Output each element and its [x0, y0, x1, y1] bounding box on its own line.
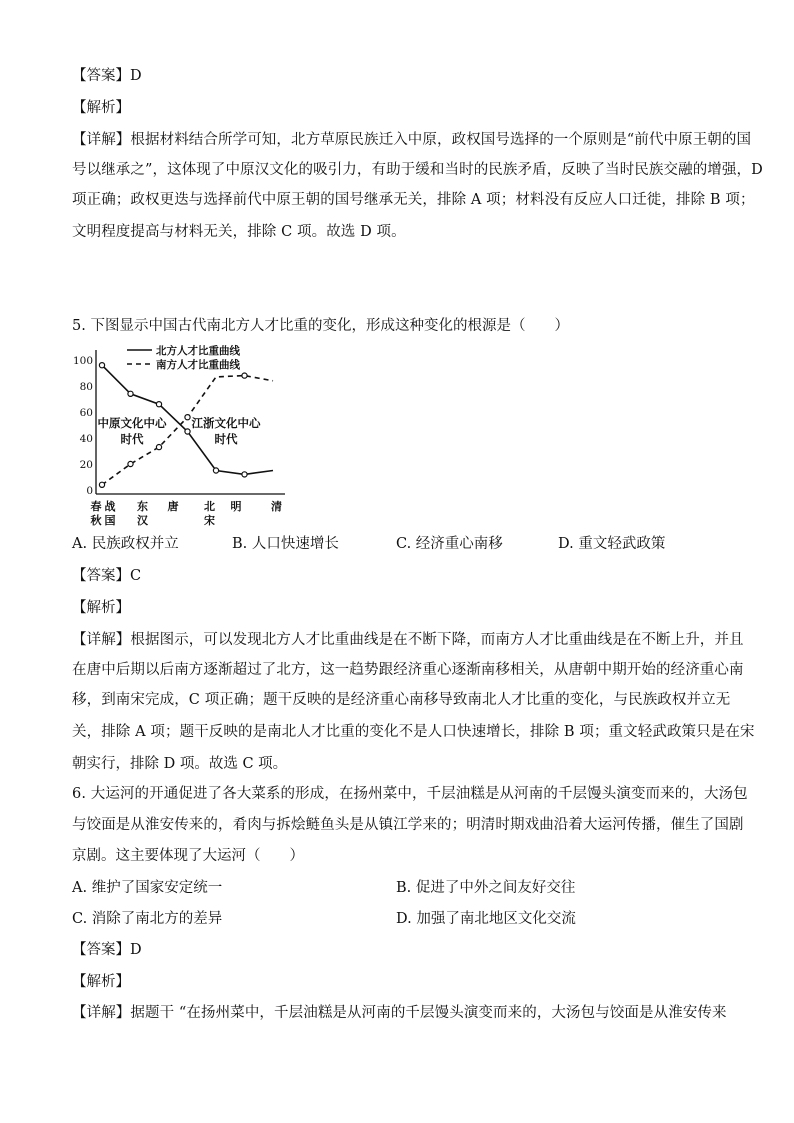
north-data-point	[156, 402, 161, 407]
q5-answer: 【答案】C	[72, 568, 142, 584]
q6-stem-line-1: 6. 大运河的开通促进了各大菜系的形成，在扬州菜中，千层油糕是从河南的千层馒头演变而来的，大汤包	[72, 786, 748, 802]
x-tick-label: 清	[271, 500, 282, 513]
north-data-point	[242, 472, 247, 477]
x-tick-label: 北	[204, 500, 215, 513]
q5-detail-line-2: 在唐中后期以后南方逐渐超过了北方，这一趋势跟经济重心逐渐南移相关，从唐朝中期开始的经济重心南	[72, 662, 744, 678]
q5-detail-line-4: 关，排除 A 项；题干反映的是南北人才比重的变化不是人口快速增长，排除 B 项；重文轻武政策只是在宋	[72, 724, 755, 740]
q6-stem-line-2: 与饺面是从淮安传来的，肴肉与拆烩鲢鱼头是从镇江学来的；明清时期戏曲沿着大运河传播，催生了国剧	[72, 817, 744, 833]
q4-answer: 【答案】D	[72, 68, 142, 84]
south-data-point	[156, 445, 161, 450]
q4-detail-line-1: 【详解】根据材料结合所学可知，北方草原民族迁入中原，政权国号选择的一个原则是“前代中原王朝的国	[72, 132, 752, 148]
q4-detail-line-2: 号以继承之”，这体现了中原汉文化的吸引力，有助于缓和当时的民族矛盾，反映了当时民族交融的增强，D	[72, 162, 763, 178]
y-tick-label: 0	[86, 485, 93, 497]
q5-analysis-label: 【解析】	[72, 600, 130, 616]
x-tick-label: 宋	[204, 514, 215, 526]
q6-analysis-label: 【解析】	[72, 974, 130, 990]
annotation-jiangzhe-line1: 江浙文化中心	[191, 416, 261, 430]
legend-north-label: 北方人才比重曲线	[156, 345, 240, 357]
x-tick-label: 东	[137, 500, 148, 513]
q6-answer: 【答案】D	[72, 942, 142, 958]
q5-detail-line-3: 移，到南宋完成，C 项正确；题干反映的是经济重心南移导致南北人才比重的变化，与民族政权并立无	[72, 692, 731, 708]
x-tick-label: 唐	[167, 500, 179, 513]
annotation-central-plains-line1: 中原文化中心	[97, 416, 167, 430]
south-data-point	[242, 373, 247, 378]
q5-stem: 5. 下图显示中国古代南北方人才比重的变化，形成这种变化的根源是（ ）	[72, 318, 569, 334]
x-tick-label: 春	[90, 500, 102, 513]
q6-option-c[interactable]: C. 消除了南北方的差异	[72, 911, 223, 927]
q6-stem-line-3: 京剧。这主要体现了大运河（ ）	[72, 848, 304, 864]
q5-option-d[interactable]: D. 重文轻武政策	[558, 536, 666, 552]
q5-option-b[interactable]: B. 人口快速增长	[232, 536, 339, 552]
x-tick-label: 国	[104, 514, 116, 526]
x-tick-label: 汉	[137, 514, 148, 526]
q4-analysis-label: 【解析】	[72, 100, 130, 116]
north-data-point	[128, 391, 133, 396]
x-tick-label: 战	[104, 500, 116, 513]
y-tick-label: 20	[79, 459, 93, 471]
q5-detail-line-5: 朝实行，排除 D 项。故选 C 项。	[72, 756, 288, 772]
x-tick-label: 秋	[90, 514, 102, 526]
north-data-point	[99, 363, 104, 368]
q5-option-a[interactable]: A. 民族政权并立	[72, 536, 179, 552]
north-data-point	[185, 429, 190, 434]
q6-detail-line-1: 【详解】据题干 “在扬州菜中，千层油糕是从河南的千层馒头演变而来的，大汤包与饺面是从淮安传来	[72, 1005, 727, 1021]
south-data-point	[185, 415, 190, 420]
q4-detail-line-4: 文明程度提高与材料无关，排除 C 项。故选 D 项。	[72, 224, 406, 240]
legend-south-label: 南方人才比重曲线	[156, 359, 240, 371]
talent-ratio-chart	[72, 340, 292, 526]
y-tick-label: 100	[72, 355, 93, 367]
q5-detail-line-1: 【详解】根据图示，可以发现北方人才比重曲线是在不断下降，而南方人才比重曲线是在不断上升，并且	[72, 632, 744, 648]
y-tick-label: 60	[79, 407, 93, 419]
annotation-jiangzhe-line2: 时代	[214, 432, 238, 446]
x-tick-label: 明	[230, 500, 242, 513]
annotation-central-plains-line2: 时代	[120, 432, 144, 446]
q6-option-b[interactable]: B. 促进了中外之间友好交往	[396, 880, 576, 896]
y-tick-label: 40	[79, 433, 93, 445]
q6-option-d[interactable]: D. 加强了南北地区文化交流	[396, 911, 576, 927]
south-data-point	[128, 461, 133, 466]
q4-detail-line-3: 项正确；政权更迭与选择前代中原王朝的国号继承无关，排除 A 项；材料没有反应人口迁徙，排除 B 项；	[72, 192, 755, 208]
q6-option-a[interactable]: A. 维护了国家安定统一	[72, 880, 223, 896]
y-tick-label: 80	[79, 381, 93, 393]
south-data-point	[99, 482, 104, 487]
q5-option-c[interactable]: C. 经济重心南移	[396, 536, 503, 552]
north-data-point	[213, 468, 218, 473]
